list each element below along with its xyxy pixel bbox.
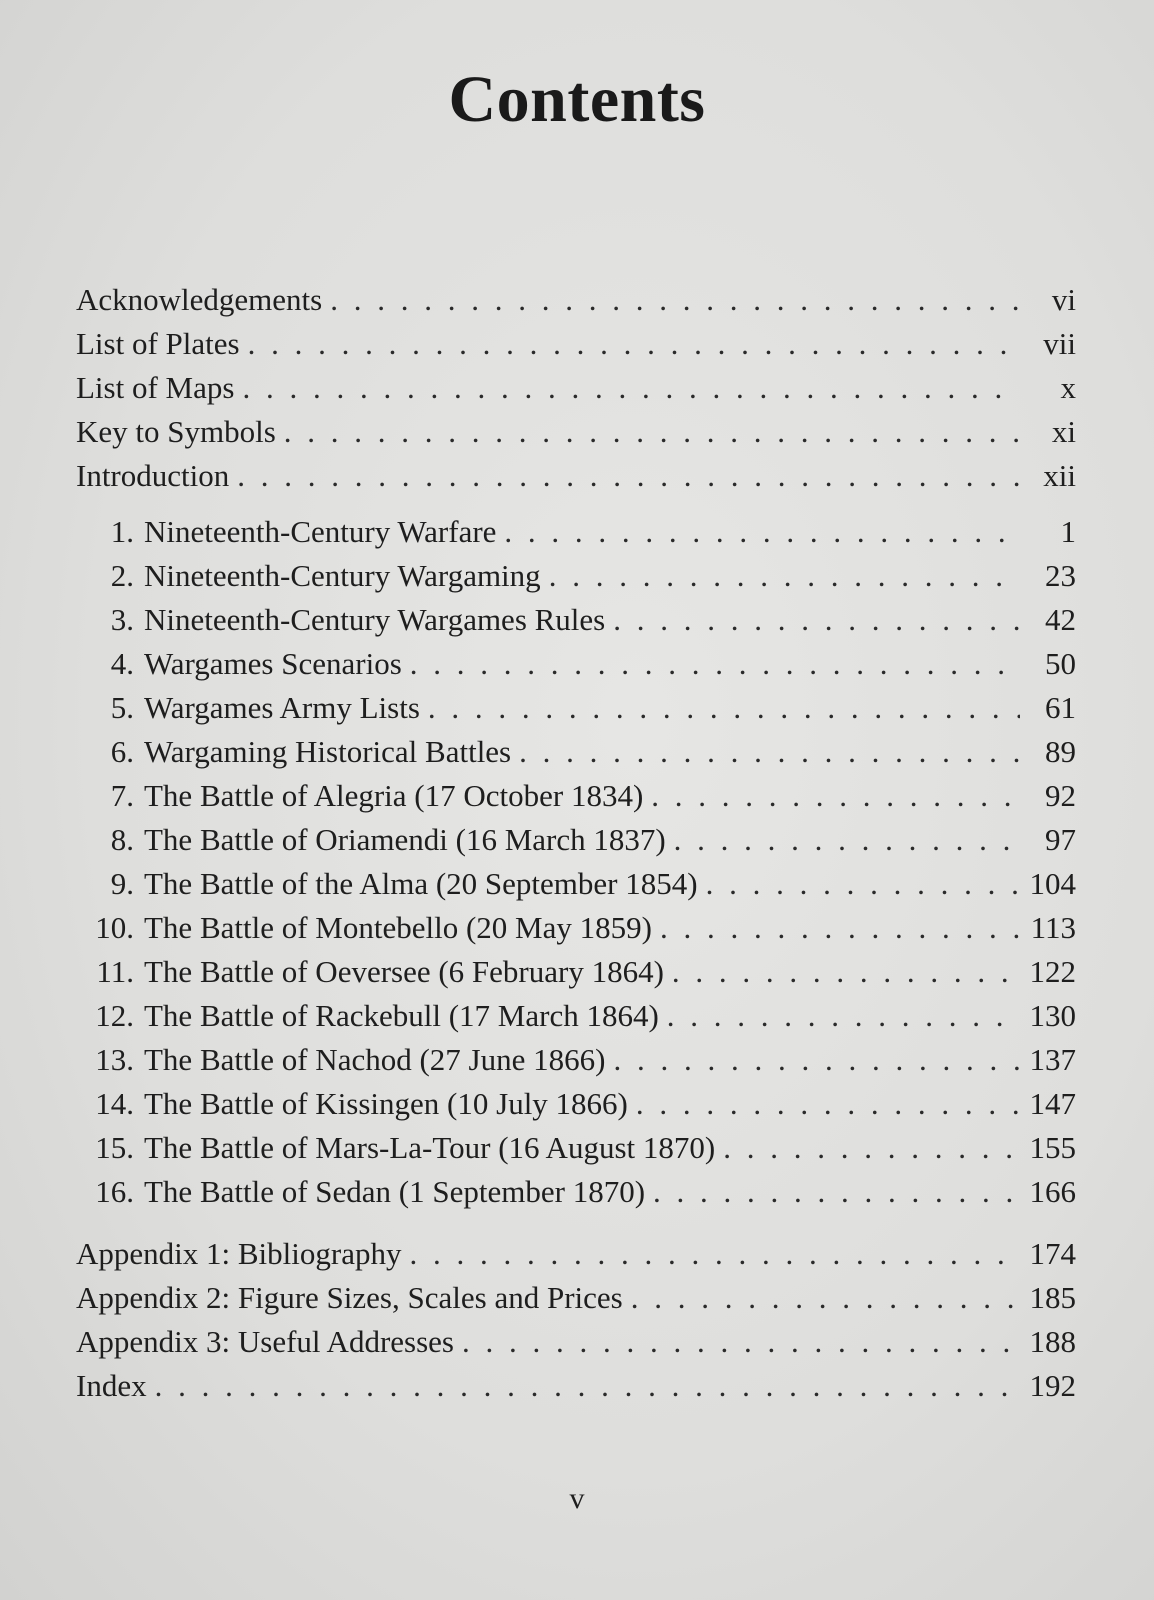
toc-entry (76, 1038, 1076, 1082)
toc-entry-title: The Battle of Oeversee (6 February 1864) (144, 954, 664, 989)
dot-leader (667, 994, 1020, 1038)
chapter-number: 12. (95, 998, 134, 1033)
toc-entry-page: 50 (1045, 646, 1076, 681)
table-of-contents (76, 278, 1076, 1408)
dot-leader (613, 598, 1020, 642)
toc-entry (76, 1364, 1076, 1408)
toc-entry-title: Wargames Scenarios (144, 646, 402, 681)
toc-entry-page: 42 (1045, 602, 1076, 637)
dot-leader (428, 686, 1020, 730)
toc-entry (76, 862, 1076, 906)
toc-entry (76, 1232, 1076, 1276)
toc-entry-title: Key to Symbols (76, 414, 276, 449)
dot-leader (613, 1038, 1020, 1082)
toc-entry (76, 774, 1076, 818)
toc-entry-page: 174 (1029, 1236, 1076, 1271)
dot-leader (631, 1276, 1020, 1320)
toc-entry-title: Introduction (76, 458, 230, 493)
toc-entry (76, 950, 1076, 994)
toc-entry (76, 410, 1076, 454)
dot-leader (651, 774, 1020, 818)
toc-entry-title: The Battle of Alegria (17 October 1834) (144, 778, 644, 813)
dot-leader (462, 1320, 1020, 1364)
chapter-number: 9. (110, 866, 134, 901)
dot-leader (504, 510, 1020, 554)
toc-entry-title: The Battle of Kissingen (10 July 1866) (144, 1086, 628, 1121)
toc-entry-title: Wargaming Historical Battles (144, 734, 512, 769)
dot-leader (653, 1170, 1020, 1214)
toc-entry-title: List of Maps (76, 370, 235, 405)
chapter-number: 7. (110, 778, 134, 813)
toc-entry (76, 598, 1076, 642)
toc-entry-title: The Battle of Oriamendi (16 March 1837) (144, 822, 666, 857)
toc-entry-title: Index (76, 1368, 147, 1403)
dot-leader (155, 1364, 1020, 1408)
page-number: v (569, 1482, 585, 1515)
toc-entry-page: 92 (1045, 778, 1076, 813)
chapter-number: 16. (95, 1174, 134, 1209)
toc-entry-page: 104 (1029, 866, 1076, 901)
toc-entry (76, 554, 1076, 598)
toc-entry (76, 1082, 1076, 1126)
toc-entry-page: xi (1051, 414, 1076, 449)
toc-entry-page: 97 (1045, 822, 1076, 857)
chapter-number: 4. (110, 646, 134, 681)
dot-leader (330, 278, 1020, 322)
toc-entry-page: 155 (1029, 1130, 1076, 1165)
toc-entry (76, 906, 1076, 950)
toc-entry-page: 122 (1029, 954, 1076, 989)
chapter-number: 10. (95, 910, 134, 945)
toc-entry (76, 730, 1076, 774)
toc-entry-page: vii (1043, 326, 1076, 361)
toc-entry-title: Appendix 2: Figure Sizes, Scales and Prices (76, 1280, 623, 1315)
toc-entry (76, 1276, 1076, 1320)
toc-entry-title: Appendix 1: Bibliography (76, 1236, 402, 1271)
toc-entry-title: The Battle of Nachod (27 June 1866) (144, 1042, 606, 1077)
toc-entry-page: x (1060, 370, 1076, 405)
dot-leader (284, 410, 1020, 454)
dot-leader (410, 642, 1020, 686)
toc-entry (76, 642, 1076, 686)
toc-entry-page: 188 (1029, 1324, 1076, 1359)
toc-entry-page: 23 (1045, 558, 1076, 593)
dot-leader (409, 1232, 1020, 1276)
toc-entry-title: Acknowledgements (76, 282, 323, 317)
dot-leader (660, 906, 1020, 950)
toc-entry-title: List of Plates (76, 326, 240, 361)
toc-entry-title: The Battle of Rackebull (17 March 1864) (144, 998, 659, 1033)
toc-entry-page: xii (1043, 458, 1076, 493)
chapter-number: 11. (96, 954, 134, 989)
toc-entry-page: 147 (1029, 1086, 1076, 1121)
section-gap (76, 1214, 1076, 1232)
chapter-number: 3. (110, 602, 134, 637)
toc-entry (76, 510, 1076, 554)
dot-leader (672, 950, 1020, 994)
toc-entry (76, 278, 1076, 322)
toc-entry-page: 166 (1029, 1174, 1076, 1209)
toc-entry-page: 130 (1029, 998, 1076, 1033)
toc-entry (76, 1320, 1076, 1364)
toc-entry-title: Wargames Army Lists (144, 690, 420, 725)
toc-entry-page: 113 (1030, 910, 1076, 945)
dot-leader (723, 1126, 1020, 1170)
toc-entry (76, 686, 1076, 730)
chapter-number: 5. (110, 690, 134, 725)
toc-entry (76, 818, 1076, 862)
toc-entry-page: 185 (1029, 1280, 1076, 1315)
toc-entry-title: Nineteenth-Century Warfare (144, 514, 497, 549)
dot-leader (706, 862, 1020, 906)
section-gap (76, 498, 1076, 510)
toc-entry-page: 89 (1045, 734, 1076, 769)
toc-entry-page: 61 (1045, 690, 1076, 725)
toc-entry-title: The Battle of Montebello (20 May 1859) (144, 910, 652, 945)
toc-entry-title: Nineteenth-Century Wargaming (144, 558, 541, 593)
toc-entry-title: The Battle of the Alma (20 September 1854) (144, 866, 698, 901)
dot-leader (248, 322, 1020, 366)
chapter-number: 2. (110, 558, 134, 593)
chapter-list (76, 510, 1076, 1214)
dot-leader (519, 730, 1020, 774)
dot-leader (549, 554, 1020, 598)
toc-entry (76, 1126, 1076, 1170)
toc-entry-title: Appendix 3: Useful Addresses (76, 1324, 454, 1359)
toc-entry (76, 1170, 1076, 1214)
back-matter-list (76, 1232, 1076, 1408)
toc-entry (76, 322, 1076, 366)
chapter-number: 6. (110, 734, 134, 769)
toc-entry (76, 366, 1076, 410)
toc-entry-page: 192 (1029, 1368, 1076, 1403)
toc-entry-page: 1 (1060, 514, 1076, 549)
dot-leader (674, 818, 1020, 862)
chapter-number: 14. (95, 1086, 134, 1121)
chapter-number: 8. (110, 822, 134, 857)
chapter-number: 15. (95, 1130, 134, 1165)
toc-entry-title: Nineteenth-Century Wargames Rules (144, 602, 606, 637)
toc-entry (76, 454, 1076, 498)
dot-leader (636, 1082, 1020, 1126)
toc-entry-title: The Battle of Mars-La-Tour (16 August 1870) (144, 1130, 716, 1165)
toc-entry-page: vi (1051, 282, 1076, 317)
page-title: Contents (448, 63, 706, 136)
chapter-number: 13. (95, 1042, 134, 1077)
front-matter-list (76, 278, 1076, 498)
toc-entry-page: 137 (1029, 1042, 1076, 1077)
dot-leader (237, 454, 1020, 498)
chapter-number: 1. (110, 514, 134, 549)
dot-leader (242, 366, 1020, 410)
toc-entry (76, 994, 1076, 1038)
toc-entry-title: The Battle of Sedan (1 September 1870) (144, 1174, 646, 1209)
